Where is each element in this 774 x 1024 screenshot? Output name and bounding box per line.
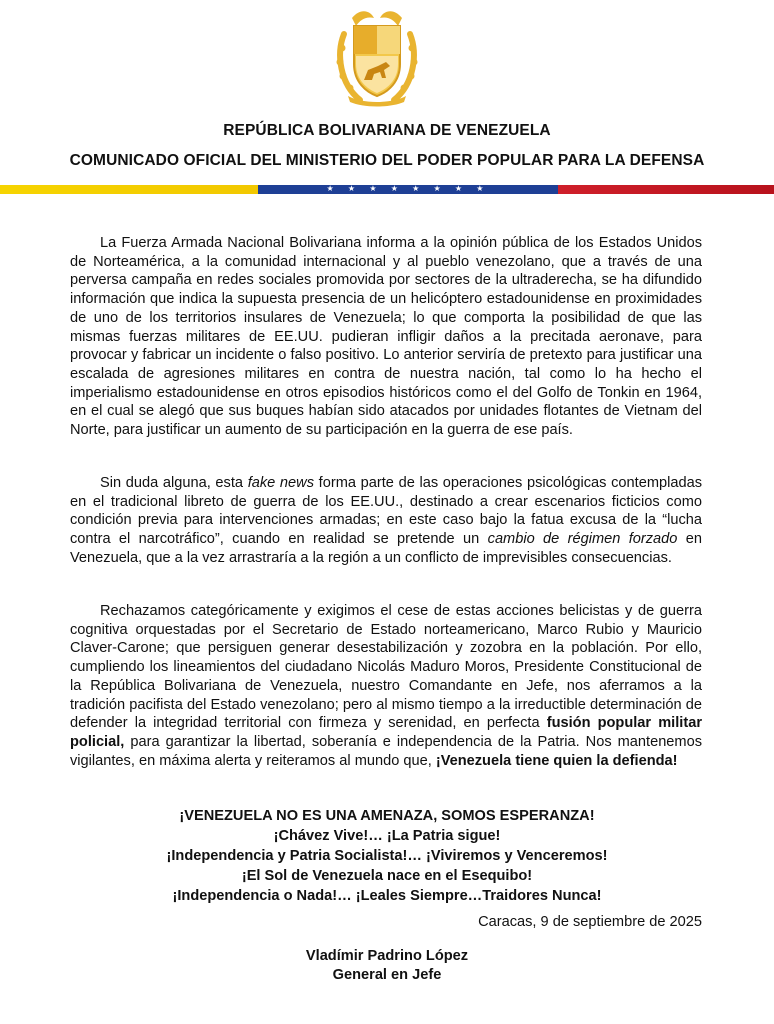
paragraph-3-part-c: para garantizar la libertad, soberanía e independencia de la Patria. Nos mantenemos vigilantes, en máxima alerta y reiteramos al mundo que, [70, 733, 702, 769]
flag-bar [0, 185, 774, 194]
flag-stars: ★ ★ ★ ★ ★ ★ ★ ★ [326, 184, 490, 193]
signatory-rank: General en Jefe [332, 967, 442, 983]
paragraph-3 [70, 602, 702, 770]
slogan-line: ¡Independencia y Patria Socialista!… ¡Viviremos y Venceremos! [166, 848, 608, 864]
signatory-name: Vladímir Padrino López [305, 948, 469, 964]
paragraph-2 [70, 474, 702, 568]
paragraph-1 [70, 234, 702, 440]
country-heading: REPÚBLICA BOLIVARIANA DE VENEZUELA [223, 122, 551, 139]
paragraph-3-fusion: fusión popular militar policial, [70, 715, 702, 750]
paragraph-2-regime-change: cambio de régimen forzado [487, 531, 678, 548]
slogan-line: ¡Chávez Vive!… ¡La Patria sigue! [273, 828, 501, 844]
paragraph-2-part-e: en Venezuela, que a la vez arrastraría a la región a un conflicto de imprevisibles consecuencias. [70, 531, 703, 566]
flag-red-stripe [558, 185, 774, 194]
paragraph-3-closing: ¡Venezuela tiene quien la defienda! [435, 752, 678, 769]
paragraph-2-part-a: Sin duda alguna, esta [100, 475, 248, 491]
slogans-block [0, 806, 774, 906]
paragraph-3-part-a: Rechazamos categóricamente y exigimos el cese de estas acciones belicistas y de guerra cognitiva orquestadas por el Secretario de Estado norteamericano, Marco Rubio y Mauricio Claver-Carone; que persiguen generar desestabilización y zozobra en la población. Por ello, cumpliendo los lineamientos del ciudadano Nicolás Maduro Moros, Presidente Constitucional de la República Bolivariana de Venezuela, nuestro Comandante en Jefe, nos aferramos a la tradición pacifista del Estado venezolano; pero al mismo tiempo a la irreductible determinación de defender la integridad territorial con firmeza y serenidad, en perfecta [70, 603, 702, 732]
flag-blue-stripe [258, 185, 558, 194]
paragraph-2-text [70, 474, 702, 568]
communique-title: COMUNICADO OFICIAL DEL MINISTERIO DEL PODER POPULAR PARA LA DEFENSA [69, 152, 705, 169]
flag-yellow-stripe [0, 185, 258, 194]
paragraph-3-text [70, 602, 702, 770]
paragraph-2-part-c: forma parte de las operaciones psicológicas contempladas en el tradicional libreto de guerra de los EE.UU., destinado a crear escenarios ficticios como condición previa para intervenciones armadas; en este caso bajo la fatua excusa de la “lucha contra el narcotráfico”, cuando en realidad se pretende un [70, 475, 702, 548]
paragraph-2-fake-news: fake news [247, 475, 315, 491]
paragraph-1-text: La Fuerza Armada Nacional Bolivariana informa a la opinión pública de los Estados Unidos de Norteamérica, a la comunidad internacional y al pueblo venezolano, que a través de una perversa campaña en redes sociales promovida por sectores de la ultraderecha, se ha difundido información que indica la supuesta presencia de un helicóptero estadounidense en proximidades de uno de los territorios insulares de Venezuela; lo que comporta la posibilidad de que las mismas fuerzas militares de EE.UU. pudieran infligir daños a la precitada aeronave, para provocar y fabricar un incidente o falso positivo. Lo anterior serviría de pretexto para justificar una escalada de agresiones militares en contra de nuestra nación, tal como lo ha hecho el imperialismo estadounidense en otros episodios históricos como el del Golfo de Tonkin en 1964, en el cual se alegó que sus buques habían sido atacados por unidades flotantes de Vietnam del Norte, para justificar un aumento de su participación en la guerra de ese país. [70, 235, 702, 439]
date-line: Caracas, 9 de septiembre de 2025 [478, 914, 702, 930]
slogan-line: ¡VENEZUELA NO ES UNA AMENAZA, SOMOS ESPERANZA! [179, 808, 595, 824]
slogan-line: ¡Independencia o Nada!… ¡Leales Siempre…Traidores Nunca! [172, 888, 602, 904]
slogan-line: ¡El Sol de Venezuela nace en el Esequibo! [241, 868, 533, 884]
coat-of-arms-icon [330, 4, 424, 108]
